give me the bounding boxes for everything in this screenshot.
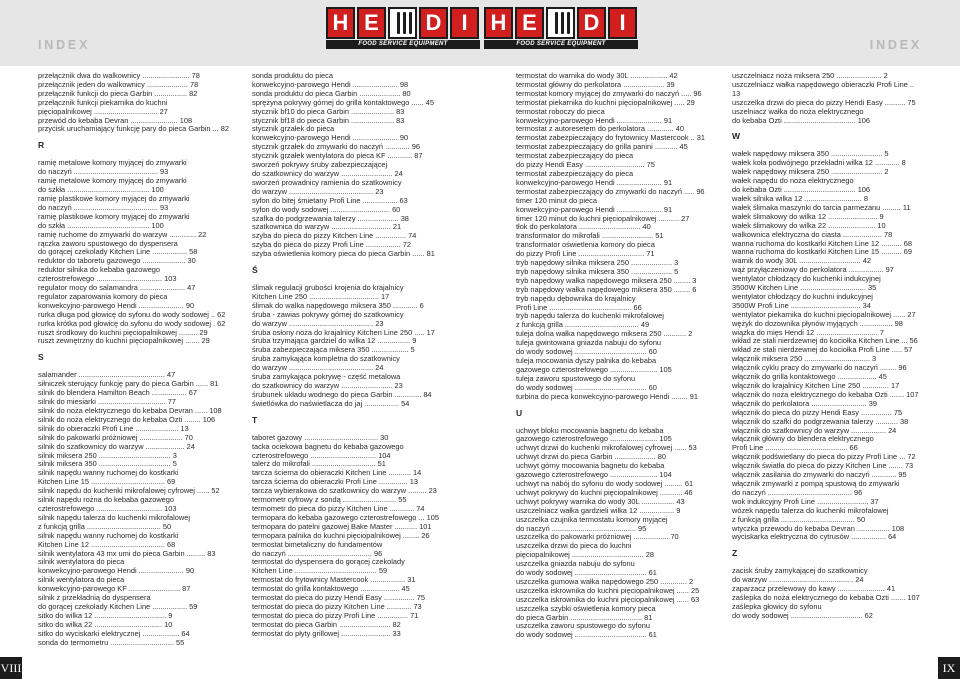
index-entry xyxy=(516,339,708,357)
letter-heading: T xyxy=(252,414,258,425)
index-entry-text: termopara do patelni gazowej Bake Master ........... 101 xyxy=(252,521,432,531)
index-entry-text: włącznik miksera 250 ................................ 3 xyxy=(732,354,877,364)
index-entry-text: reduktor silnika do kebaba gazowego czterostrefowego ................................ 103 xyxy=(38,265,177,284)
index-entry-text: przełącznik jeden do walkownicy .................... 78 xyxy=(38,79,199,89)
index-entry-text: silnik do obieraczki Profi Line ..................... 13 xyxy=(38,423,189,433)
index-entry-text: turbina do pieca konwekcyjno-parowego Hendi ........ 91 xyxy=(516,391,698,401)
index-entry-text: sworzeń prowadnicy ramienia do szatkownicy do warzyw ......................................... 23 xyxy=(252,177,402,196)
index-entry-text: ślimak do walka napędowego miksera 350 ............ 6 xyxy=(252,300,424,310)
index-entry-text: zacisk śruby zamykającej do szatkownicy do warzyw ......................................... 24 xyxy=(732,566,868,585)
index-entry-text: przełącznik funkcji do pieca Garbin ................ 82 xyxy=(38,88,198,98)
index-entry-text: tuleja dolna wałka napędowego miksera 250 ........... 2 xyxy=(516,329,693,339)
index-entry-text: wałek napędowy miksera 250 ......................... 2 xyxy=(732,167,889,177)
index-entry-text: sitko do wyciskarki elektrycznej .................. 64 xyxy=(38,628,190,638)
index-entry-text: timer 120 minut do kuchni pięciopalnikowej .......... 27 xyxy=(516,213,690,223)
index-entry-text: tacka ociekowa bagnetu do kebaba gazowego czterostrefowego ................................ 104 xyxy=(252,441,404,460)
index-entry-text: przełącznik dwa do walkownicy ....................... 78 xyxy=(38,71,200,80)
index-entry-text: włącznik zmywarki z pompą spustową do zmywarki do naczyń ......................................... 96 xyxy=(732,478,900,497)
cutlery-icon xyxy=(388,7,417,39)
header-divider xyxy=(0,66,960,70)
index-entry-text: termostat z autoresetem do perkolatora ............. 40 xyxy=(516,124,685,134)
index-entry xyxy=(516,108,708,126)
index-entry xyxy=(38,576,230,594)
index-entry xyxy=(38,532,230,550)
index-entry xyxy=(516,622,708,640)
index-entry xyxy=(38,496,230,514)
logo-letter: I xyxy=(450,7,479,39)
index-entry-text: termostat zabezpieczający do pieca konwekcyjno-parowego Hendi ...................... 91 xyxy=(516,168,673,187)
index-entry-text: silnik wentylatora do pieca konwekcyjno-parowego KF ......................... 87 xyxy=(38,575,191,594)
index-entry-text: termostat do frytownicy Mastercook ................. 31 xyxy=(252,575,416,585)
index-entry xyxy=(732,480,924,498)
index-entry-text: silnik do miesiarki ................................. 77 xyxy=(38,397,176,407)
index-entry-text: termopara do kebaba gazowego czterostrefowego ... 105 xyxy=(252,512,439,522)
index-entry-text: uszczelniacz wałka napędowego obieraczki Profi Line .. 13 xyxy=(732,79,914,98)
index-entry-text: termostat do pieca do pizzy Kitchen Line ............ 73 xyxy=(252,601,422,611)
index-entry-text: transformator do mikrofali ......................... 51 xyxy=(516,231,664,241)
index-entry xyxy=(516,152,708,170)
index-entry-text: syfon do bitej śmietany Profi Line ................. 63 xyxy=(252,195,408,205)
logo-letter: H xyxy=(326,7,355,39)
index-entry-text: ramię plastikowe komory myjącej do zmywarki do naczyń ......................................... 93 xyxy=(38,193,190,212)
index-entry-text: termostat zabezpieczający do frytownicy Mastercook .. 31 xyxy=(516,133,705,143)
index-entry-text: uszczelka drzwi do pieca do kuchni pięciopalnikowej ................................... 28 xyxy=(516,541,655,560)
index-entry-text: włącznik do pieca do pizzy Hendi Easy ............... 75 xyxy=(732,407,903,417)
index-entry xyxy=(252,125,444,143)
index-entry-text: włącznik do noża elektrycznego do kebaba Ozti ....... 107 xyxy=(732,389,919,399)
index-entry xyxy=(252,630,444,639)
logo-letter: H xyxy=(484,7,513,39)
index-entry xyxy=(252,373,444,391)
index-entry-text: wtyczka przewodu do kebaba Devran ................ 108 xyxy=(732,523,905,533)
index-entry-text: zaparzacz przelewowy do kawy ....................... 41 xyxy=(732,584,896,594)
index-entry-text: tuleja zaworu spustowego do syfonu do wody sodowej ................................... 60 xyxy=(516,373,657,392)
index-entry-text: ramię ruchome do zmywarki do warzyw ............. 22 xyxy=(38,229,207,239)
cutlery-icon xyxy=(546,7,575,39)
index-entry-text: ramię metalowe komory myjącej do zmywarki do naczyń ......................................... 93 xyxy=(38,158,187,177)
index-entry-text: termometr cyfrowy z sondą .......................... 55 xyxy=(252,495,407,505)
index-entry-text: świetlówka do naświetlacza do jaj ................. 54 xyxy=(252,398,410,408)
index-entry-text: uchwyt drzwi do kuchenki mikrofalowej cyfrowej ...... 53 xyxy=(516,443,697,453)
index-entry xyxy=(38,514,230,532)
index-entry xyxy=(252,443,444,461)
index-title-right: INDEX xyxy=(869,38,922,52)
index-entry-text: wałek silnika wilka 12 ............................ 8 xyxy=(732,193,868,203)
index-entry-text: stycznik bf10 do pieca Garbin ..................... 83 xyxy=(252,106,405,116)
index-entry-text: włącznik do perkolatora ........................... 39 xyxy=(732,398,877,408)
index-entry-text: wok indukcyjny Profi Line ......................... 37 xyxy=(732,496,879,506)
index-entry xyxy=(38,594,230,612)
index-entry xyxy=(516,197,708,215)
index-entry-text: uchwyt górny mocowania bagnetu do kebaba gazowego czterostrefowego ....................... 104 xyxy=(516,461,672,480)
index-entry-text: szatkownica do warzyw ............................. 21 xyxy=(252,222,402,232)
letter-heading: R xyxy=(38,140,45,151)
logo-letter: I xyxy=(608,7,637,39)
index-entry-text: wałek napędowy miksera 350 ......................... 5 xyxy=(732,149,889,159)
index-column-2 xyxy=(252,72,444,639)
index-entry-text: tryb napędu dębownika do krajalnicy Profi Line ........................................ 66 xyxy=(516,293,642,312)
index-entry-text: termostat komory myjącej do zmywarki do naczyń ..... 96 xyxy=(516,88,702,98)
index-entry xyxy=(38,195,230,213)
index-entry xyxy=(38,293,230,311)
index-entry-text: termostat zabezpieczający do pieca do pizzy Hendi Easy ............................. 75 xyxy=(516,151,655,170)
index-entry-text: wałek ślimaka maszynki do tarcia parmezanu ......... 11 xyxy=(732,202,911,212)
index-entry-text: wąż przyłączeniowy do perkolatora ................. 97 xyxy=(732,265,894,275)
index-entry xyxy=(516,427,708,445)
index-entry xyxy=(38,266,230,284)
index-entry-text: silnik do noża elektrycznego do kebaba Ozti ........ 106 xyxy=(38,414,216,424)
index-entry-text: wiązka do mięs Hendi 12 .............................. 7 xyxy=(732,327,884,337)
index-entry-text: silnik miksera 250 ................................... 3 xyxy=(38,450,177,460)
index-entry-text: ramię metalowe komory myjącej do zmywarki do szkła ........................................ 100 xyxy=(38,176,187,195)
index-entry-text: włącznik zasilania do zmywarki do naczyń ............ 95 xyxy=(732,470,907,480)
index-entry-text: termostat do warnika do wody 30L .................. 42 xyxy=(516,71,678,80)
index-entry xyxy=(252,250,444,259)
index-entry-text: wałek ślimakowy do wilka 22 ....................... 10 xyxy=(732,220,886,230)
hendi-logo-right xyxy=(484,7,638,49)
index-entry xyxy=(252,400,444,409)
index-entry-text: śruba - zawias pokrywy górnej do szatkownicy do warzyw ......................................... 23 xyxy=(252,309,404,328)
index-entry xyxy=(252,72,444,90)
index-entry-text: sonda do termometru ............................... 55 xyxy=(38,637,185,647)
index-entry-text: uchwyt pokrywy do kuchni pięciopalnikowej ........... 46 xyxy=(516,487,693,497)
index-entry xyxy=(732,177,924,195)
index-entry xyxy=(38,469,230,487)
index-entry-text: tryb napędu talerza do kuchenki mikrofalowej z funkcją grilla .................................... 49 xyxy=(516,311,664,330)
index-entry-text: termostat roboczy do pieca konwekcyjno-parowego Hendi ...................... 91 xyxy=(516,106,673,125)
index-entry-text: silnik do noża elektrycznego do kebaba Devran ...... 108 xyxy=(38,406,222,415)
index-entry-text: rurka krótka pod głowicę do syfonu do wody sodowej . 62 xyxy=(38,318,226,328)
index-entry-text: uchwyt na nabój do syfonu do wody sodowej ......... 61 xyxy=(516,478,694,488)
logo-letter: D xyxy=(577,7,606,39)
index-entry xyxy=(516,542,708,560)
index-entry-text: termostat główny do perkolatora .................... 39 xyxy=(516,79,675,89)
index-entry-text: włącznik podświetlany do pieca do pizzy Profi Line ... 72 xyxy=(732,452,916,462)
index-entry xyxy=(516,295,708,313)
logo-tagline: FOOD SERVICE EQUIPMENT xyxy=(326,40,480,49)
index-entry-text: ślimak regulacji grubości krojenia do krajalnicy Kitchen Line 250 .................................. 17 xyxy=(252,283,404,301)
index-entry-text: silnik wentylatora do pieca konwekcyjno-parowego Hendi ...................... 90 xyxy=(38,557,195,576)
index-entry-text: tarcza ścierna do obieraczki Kitchen Line ........... 14 xyxy=(252,468,422,478)
index-entry-text: włącznik do szatkownicy do warzyw ................. 24 xyxy=(732,425,897,435)
index-entry-text: szyba do pieca do pizzy Kitchen Line ............... 74 xyxy=(252,231,417,241)
index-entry-text: silnik z przekładnią do dyspensera do gorącej czekolady Kitchen Line ................. 59 xyxy=(38,593,198,611)
index-entry-text: sworzeń pokrywy śruby zabezpieczającej do szatkownicy do warzyw ......................... 24 xyxy=(252,160,403,178)
index-entry-text: regulator mocy do salamandra ...................... 47 xyxy=(38,283,196,293)
index-entry-text: zaślepka głowicy do syfonu do wody sodowej ................................... 62 xyxy=(732,601,873,620)
index-entry xyxy=(516,393,708,402)
index-entry-text: tuleja mocowania dyszy palnika do kebaba gazowego czterostrefowego ....................... 105 xyxy=(516,356,672,374)
index-entry-text: szyba do pieca do pizzy Profi Line ................. 72 xyxy=(252,240,411,250)
index-entry-text: włącznik do grilla kontaktowego ................... 45 xyxy=(732,372,887,382)
index-entry-text: siłniczek sterujący funkcję pary do pieca Garbin ...... 81 xyxy=(38,379,219,389)
index-entry-text: silnik napędu rożna do kebaba gazowego czterostrefowego ................................ 103 xyxy=(38,495,177,513)
index-entry-text: sonda produktu do pieca Garbin .................... 80 xyxy=(252,88,411,98)
index-entry xyxy=(732,293,924,311)
index-entry xyxy=(516,516,708,534)
index-entry-text: uszczelka zaworu spustowego do syfonu do wody sodowej ................................... 61 xyxy=(516,621,657,640)
index-entry xyxy=(732,81,924,99)
letter-heading: Z xyxy=(732,548,738,559)
index-entry-text: wyciskarka elektryczna do cytrusów ................. 64 xyxy=(732,532,897,542)
index-entry-text: walkownica elektryczna do ciasta ................... 78 xyxy=(732,229,893,239)
index-entry xyxy=(252,311,444,329)
index-column-1 xyxy=(38,72,230,647)
index-column-4 xyxy=(732,72,924,621)
index-entry-text: termostat bimetaliczny do fundamentów do naczyń ......................................... 96 xyxy=(252,539,383,558)
index-entry xyxy=(732,435,924,453)
index-entry-text: syfon do wody sodowej ............................. 60 xyxy=(252,204,401,214)
letter-heading: U xyxy=(516,407,523,418)
index-entry-text: termostat do pieca do pizzy Profi Line ............... 71 xyxy=(252,610,419,620)
index-entry-text: termostat piekarnika do kuchni pięciopalnikowej ..... 29 xyxy=(516,97,695,107)
index-entry-text: regulator zaparowania komory do pieca konwekcyjno-parowego Hendi ...................... 90 xyxy=(38,291,195,310)
index-entry-text: talerz do mikrofali ............................... 51 xyxy=(252,459,386,469)
index-entry-text: śruba zabezpieczająca miksera 350 .................. 5 xyxy=(252,345,415,355)
index-entry xyxy=(732,507,924,525)
index-entry-text: salamander .......................................... 47 xyxy=(38,370,176,380)
index-entry-text: silnik napędu wanny ruchomej do kostkarki Kitchen Line 15 .................................... 69 xyxy=(38,468,179,487)
index-entry-text: wentylator piekarnika do kuchni pięciopalnikowej ...... 27 xyxy=(732,309,916,319)
index-entry-text: sitko do wilka 12 ................................... 9 xyxy=(38,610,173,620)
logo-tagline: FOOD SERVICE EQUIPMENT xyxy=(484,40,638,49)
index-entry-text: wentylator chłodzący do kuchenki indukcyjnej 3500W Kitchen Line ................................ 35 xyxy=(732,274,881,293)
index-entry-text: silnik napędu talerza do kuchenki mikrofalowej z funkcją grilla .................................... 50 xyxy=(38,512,190,531)
index-entry-text: wózek napędu talerza do kuchenki mikrofalowej z funkcją grilla .................................... 50 xyxy=(732,505,889,524)
index-entry-text: sitko do wilka 22 ................................. 10 xyxy=(38,619,173,629)
index-entry-text: tarcza ścierna do obieraczki Profi Line .............. 13 xyxy=(252,477,418,487)
index-entry xyxy=(38,99,230,117)
index-entry-text: taboret gazowy .................................... 30 xyxy=(252,432,389,442)
index-entry-text: śruba osłony noża do krajalnicy Kitchen Line 250 ..... 17 xyxy=(252,327,435,337)
index-entry-text: stycznik bf18 do pieca Garbin ..................... 83 xyxy=(252,115,405,125)
index-entry-text: tryb napędowy wałka napędowego miksera 250 ........ 3 xyxy=(516,275,697,285)
index-entry xyxy=(38,240,230,258)
index-entry xyxy=(732,567,924,585)
index-entry-text: termostat do grilla kontaktowego ................... 45 xyxy=(252,584,410,594)
logo-letter: E xyxy=(357,7,386,39)
index-entry-text: tryb napędowy silnika miksera 350 .................... 5 xyxy=(516,266,679,276)
index-entry-text: termostat do pieca Garbin ......................... 82 xyxy=(252,619,401,629)
index-entry xyxy=(252,541,444,559)
index-entry xyxy=(516,170,708,188)
index-entry xyxy=(516,357,708,375)
index-entry-text: wałek ślimakowy do wilka 12 ........................ 9 xyxy=(732,211,884,221)
index-entry-text: tłok do perkolatora .............................. 40 xyxy=(516,222,651,232)
index-entry xyxy=(732,603,924,621)
index-entry-text: tryb napędowy wałka napędowego miksera 350 ........ 6 xyxy=(516,284,697,294)
index-entry xyxy=(38,125,230,134)
index-entry xyxy=(252,179,444,197)
index-entry-text: uszczelka gumowa wałka napędowego 250 ............. 2 xyxy=(516,576,694,586)
index-column-3 xyxy=(516,72,708,640)
index-entry-text: śruba zamykająca pokrywę - część metalowa do szatkownicy do warzyw ......................... 23 xyxy=(252,372,403,390)
letter-heading: Ś xyxy=(252,265,258,276)
index-entry-text: uszelniacz wałka do noża elektrycznego do kebaba Ozti ................................... 106 xyxy=(732,106,871,125)
index-entry xyxy=(38,159,230,177)
index-entry-text: wkład ze stali nierdzewnej do kociołka Profi Line ..... 57 xyxy=(732,345,913,355)
index-entry-text: termometr do pieca do pizzy Kitchen Line ............ 74 xyxy=(252,503,425,513)
index-entry-text: silnik miksera 350 ................................... 5 xyxy=(38,459,177,469)
index-entry-text: przełącznik funkcji piekarnika do kuchni pięciopalnikowej ............................... 27 xyxy=(38,97,168,116)
letter-heading: W xyxy=(732,131,741,142)
index-entry-text: wkład ze stali nierdzewnej do kociołka Kitchen Line ... 56 xyxy=(732,336,918,346)
index-entry-text: rurka długa pod głowicę do syfonu do wody sodowej .. 62 xyxy=(38,309,226,319)
index-entry-text: silnik napędu do kuchenki mikrofalowej cyfrowej ...... 52 xyxy=(38,486,220,496)
index-entry-text: ruszt zewnętrzny do kuchni pięciopalnikowej ....... 29 xyxy=(38,336,210,346)
index-entry xyxy=(516,462,708,480)
index-entry-text: termostat zabezpieczający do grilla panini ........... 45 xyxy=(516,142,688,152)
index-entry-text: włącznik światła do pieca do pizzy Kitchen Line ....... 73 xyxy=(732,461,914,471)
logo-letter: D xyxy=(419,7,448,39)
index-entry-text: termostat do dyspensera do gorącej czekolady Kitchen Line ........................................ 59 xyxy=(252,557,405,576)
index-entry xyxy=(252,161,444,179)
index-entry-text: termostat zabezpieczający do zmywarki do naczyń ..... 96 xyxy=(516,186,705,196)
index-entry-text: silnik do pakowarki próżniowej ..................... 70 xyxy=(38,432,193,442)
index-entry-text: ramię plastikowe komory myjącej do zmywarki do szkła ........................................ 100 xyxy=(38,211,190,230)
index-entry-text: wanna ruchoma do kostkarki Kitchen Line 12 .......... 68 xyxy=(732,238,912,248)
index-entry-text: silnik napędu wanny ruchomej do kostkarki Kitchen Line 12 .................................... 68 xyxy=(38,530,179,549)
index-entry-text: uszczelka iskrownika do kuchni pięciopalnikowej ...... 63 xyxy=(516,594,700,604)
index-entry xyxy=(732,108,924,126)
index-entry-text: szyba oświetlenia komory pieca do pieca Garbin ...... 81 xyxy=(252,249,435,259)
index-entry xyxy=(38,639,230,648)
index-entry-text: sprężyna pokrywy górnej do grilla kontaktowego ...... 45 xyxy=(252,97,434,107)
index-entry-text: stycznik grzałek do pieca konwekcyjno-parowego Hendi ...................... 90 xyxy=(252,124,409,143)
index-entry-text: szafka do podgrzewania talerzy .................... 38 xyxy=(252,213,409,223)
index-entry-text: wałek napędu do noża elektrycznego do kebaba Ozti ................................... 106 xyxy=(732,176,871,195)
index-entry-text: warnik do wody 30L .............................. 42 xyxy=(732,256,871,266)
index-entry-text: tryb napędowy silnika miksera 250 .................... 3 xyxy=(516,258,679,268)
header-band xyxy=(0,0,960,66)
index-entry-text: uszczelka czujnika termostatu komory myjącej do naczyń ......................................... 95 xyxy=(516,514,668,533)
index-entry-text: rączka zaworu spustowego do dyspensera do gorącej czekolady Kitchen Line ................. 58 xyxy=(38,238,198,257)
index-entry xyxy=(252,355,444,373)
index-entry-text: uszczelka szybki oświetlenia komory pieca do pieca Garbin ................................... 81 xyxy=(516,603,656,622)
index-entry xyxy=(252,284,444,302)
index-entry-text: uchwyt pokrywy warnika do wody 30L ................ 43 xyxy=(516,496,685,506)
hendi-logo-left xyxy=(326,7,480,49)
index-entry xyxy=(732,533,924,542)
index-entry xyxy=(516,605,708,623)
letter-heading: S xyxy=(38,352,44,363)
index-entry xyxy=(252,558,444,576)
index-entry-text: uszczelka drzwi do pieca do pizzy Hendi Easy .......... 75 xyxy=(732,97,916,107)
index-entry-text: sonda produktu do pieca konwekcyjno-parowego Hendi ...................... 98 xyxy=(252,71,409,89)
index-entry xyxy=(38,337,230,346)
index-entry xyxy=(38,558,230,576)
index-entry-text: śruba trzymająca gardziel do wilka 12 ................ 9 xyxy=(252,336,417,346)
index-entry xyxy=(516,560,708,578)
index-entry-text: wentylator chłodzący do kuchni indukcyjnej 3500W Profi Line .................................. 34 xyxy=(732,291,873,310)
index-title-left: INDEX xyxy=(38,38,91,52)
index-entry-text: wanna ruchoma do kostkarki Kitchen Line 15 .......... 69 xyxy=(732,247,912,257)
index-entry-text: termostat do płyty grillowej ........................ 33 xyxy=(252,628,401,638)
page-number-right: IX xyxy=(938,657,960,679)
index-entry xyxy=(38,177,230,195)
index-entry-text: timer 120 minut do pieca konwekcyjno-parowego Hendi ...................... 91 xyxy=(516,195,673,214)
index-entry-text: termostat do pieca do pizzy Hendi Easy ............... 75 xyxy=(252,593,425,603)
index-entry-text: uszczelniacz noża miksera 250 ...................... 2 xyxy=(732,71,888,80)
index-entry-text: zaślepka do noża elektrycznego do kebaba Ozti ....... 107 xyxy=(732,593,920,603)
index-entry xyxy=(38,213,230,231)
page-number-left: VIII xyxy=(0,657,22,679)
index-entry-text: uszczelka iskrownika do kuchni pięciopalnikowej ...... 25 xyxy=(516,585,700,595)
index-entry-text: włącznik do krajalnicy Kitchen Line 250 ............. 17 xyxy=(732,381,900,390)
index-entry-text: śrubunek układu wodnego do pieca Garbin ............. 84 xyxy=(252,389,432,399)
index-entry-text: silnik wentylatora 43 mx umi do pieca Garbin ......... 83 xyxy=(38,548,216,558)
index-entry-text: stycznik grzałek do zmywarki do naczyń ............ 96 xyxy=(252,142,420,152)
index-entry-text: tuleja gwintowana gniazda nabuju do syfonu do wody sodowej ................................... 60 xyxy=(516,338,662,357)
logo-letter: E xyxy=(515,7,544,39)
index-entry-text: przewód do kebaba Devran ....................... 108 xyxy=(38,115,193,125)
index-entry-text: ruszt środkowy do kuchni pięciopalnikowej ......... 29 xyxy=(38,327,208,337)
index-entry xyxy=(516,241,708,259)
index-entry-text: uchwyt bloku mocowania bagnetu do kebaba gazowego czterostrefowego ....................... 105 xyxy=(516,425,672,444)
index-entry-text: śruba zamykająca kompletna do szatkownicy do warzyw ......................................... 24 xyxy=(252,354,400,373)
index-entry-text: stycznik grzałek wentylatora do pieca KF ............ 87 xyxy=(252,151,423,161)
index-entry-text: uszczelniacz wałka gardzieli wilka 12 ................. 9 xyxy=(516,505,681,515)
index-entry-text: wężyk do dozownika płynów myjących ................ 98 xyxy=(732,318,903,328)
index-entry-text: uchwyt drzwi do pieca Garbin .................... 80 xyxy=(516,452,666,462)
index-entry-text: termopara palnika do kuchni pięciopalnikowej ........ 26 xyxy=(252,530,430,540)
index-entry-text: silnik do blendera Hamilton Beach ................. 67 xyxy=(38,388,197,398)
index-entry-text: transformator oświetlenia komory do pieca do pizzy Profi Line ................................ 71 xyxy=(516,240,655,259)
index-entry-text: wałek koła podwójnego przekładni wilka 12 ............ 8 xyxy=(732,158,906,168)
index-entry-text: uszczelka gniazda nabuju do syfonu do wody sodowej ................................... 61 xyxy=(516,559,657,578)
index-entry-text: włącznik główny do blendera elektrycznego Profi Line ........................................ 66 xyxy=(732,434,874,453)
index-entry-text: uszczelka do pakowarki próżniowej ................. 70 xyxy=(516,532,679,542)
index-entry-text: włącznik cyklu pracy do zmywarki do naczyń ........ 96 xyxy=(732,363,907,373)
index-entry-text: przycisk uruchamiający funkcję pary do pieca Garbin ... 82 xyxy=(38,124,230,134)
index-entry-text: reduktor do taboretu gazowego ..................... 30 xyxy=(38,256,196,266)
index-entry-text: silnik do szatkownicy do warzyw ................... 24 xyxy=(38,441,195,451)
index-entry-text: tarcza wybierakowa do szatkownicy do warzyw ......... 23 xyxy=(252,486,437,496)
index-entry xyxy=(516,375,708,393)
index-entry xyxy=(732,275,924,293)
index-entry-text: włącznik do szafki do podgrzewania talerzy ........... 38 xyxy=(732,416,909,426)
index-entry xyxy=(516,312,708,330)
